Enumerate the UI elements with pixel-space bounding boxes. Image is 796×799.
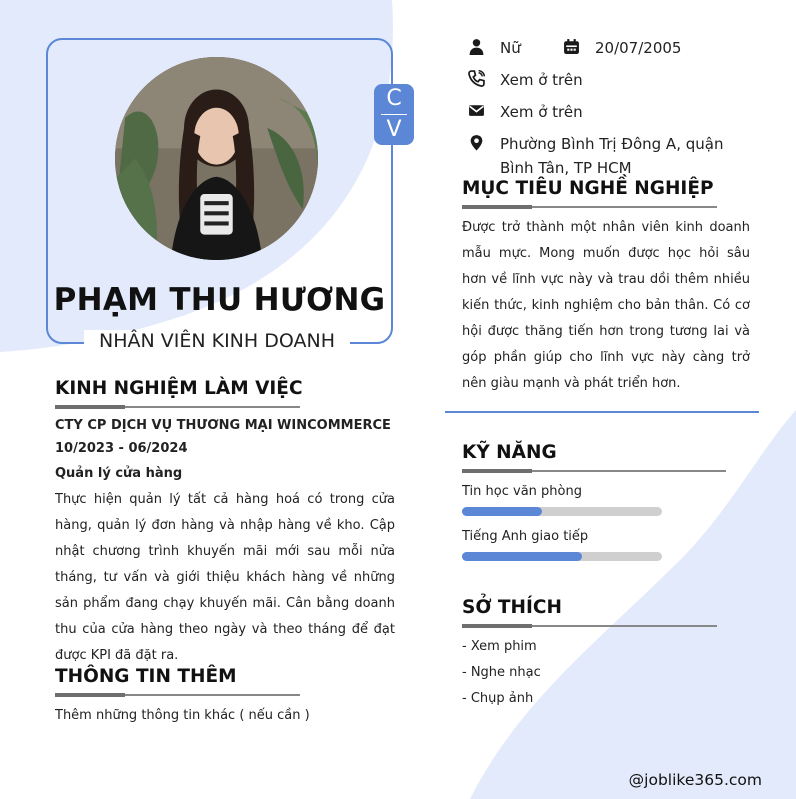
birthday-row <box>561 36 681 60</box>
skill-bar-1 <box>462 552 662 561</box>
hobby-item: - Nghe nhạc <box>462 665 541 680</box>
skill-bar-fill-0 <box>462 507 542 516</box>
avatar <box>115 57 318 260</box>
address-line-1: Phường Bình Trị Đông A, quận <box>500 135 724 153</box>
experience-period: 10/2023 - 06/2024 <box>55 441 188 456</box>
hobbies-rule <box>462 625 717 627</box>
experience-role: Quản lý cửa hàng <box>55 466 183 481</box>
skill-bar-0 <box>462 507 662 516</box>
birthday-value: 20/07/2005 <box>595 39 682 57</box>
extra-info-rule <box>55 694 300 696</box>
address-row <box>466 132 723 180</box>
cv-badge <box>374 84 414 145</box>
envelope-icon <box>466 100 486 120</box>
hobby-item: - Xem phim <box>462 639 537 654</box>
section-divider <box>445 411 759 413</box>
email-row <box>466 100 583 124</box>
objective-rule <box>462 206 717 208</box>
objective-title: MỤC TIÊU NGHỀ NGHIỆP <box>462 178 714 199</box>
skills-rule <box>462 470 726 472</box>
extra-info-text: Thêm những thông tin khác ( nếu cần ) <box>55 708 310 723</box>
location-pin-icon <box>466 132 486 152</box>
gender-value: Nữ <box>500 39 521 57</box>
skill-label-1: Tiếng Anh giao tiếp <box>462 529 589 544</box>
user-icon <box>466 36 486 56</box>
calendar-icon <box>561 36 581 56</box>
candidate-name: PHẠM THU HƯƠNG <box>53 282 386 318</box>
skill-bar-fill-1 <box>462 552 582 561</box>
skills-title: KỸ NĂNG <box>462 442 557 463</box>
experience-company: CTY CP DỊCH VỤ THƯƠNG MẠI WINCOMMERCE <box>55 418 391 433</box>
address-line-2: Bình Tân, TP HCM <box>500 159 632 177</box>
cv-badge-divider <box>381 114 407 116</box>
extra-info-title: THÔNG TIN THÊM <box>55 666 237 687</box>
email-value: Xem ở trên <box>500 103 583 121</box>
candidate-job-title: NHÂN VIÊN KINH DOANH <box>99 330 335 352</box>
footer-handle: @joblike365.com <box>628 771 762 789</box>
cv-badge-letter-v: V <box>386 117 402 143</box>
phone-row <box>466 68 583 92</box>
experience-rule <box>55 406 300 408</box>
experience-title: KINH NGHIỆM LÀM VIỆC <box>55 378 303 399</box>
phone-value: Xem ở trên <box>500 71 583 89</box>
gender-row <box>466 36 521 60</box>
hobby-item: - Chụp ảnh <box>462 691 534 706</box>
cv-badge-letter-c: C <box>386 85 402 111</box>
hobbies-title: SỞ THÍCH <box>462 597 562 618</box>
address-value <box>500 132 723 180</box>
experience-description: Thực hiện quản lý tất cả hàng hoá có trong cửa hàng, quản lý đơn hàng và nhập hàng về kho. Cập nhật chương trình khuyến mãi mới sau mỗi nửa tháng, tư vấn và giới thiệu khách hàng về những sản phẩm đang chạy khuyến mãi. Cân bằng doanh thu của cửa hàng theo ngày và theo tháng để đạt được KPI đã đặt ra. <box>55 492 395 663</box>
objective-text: Được trở thành một nhân viên kinh doanh mẫu mực. Mong muốn được học hỏi sâu hơn về lĩnh vực này và trau dồi thêm nhiều kiến thức, kinh nghiệm cho bản thân. Có cơ hội được thăng tiến hơn trong tương lai và góp phần giúp cho lĩnh vực này càng trở nên giàu mạnh và phát triển hơn. <box>462 220 750 391</box>
skill-label-0: Tin học văn phòng <box>462 484 582 499</box>
phone-icon <box>466 68 486 88</box>
